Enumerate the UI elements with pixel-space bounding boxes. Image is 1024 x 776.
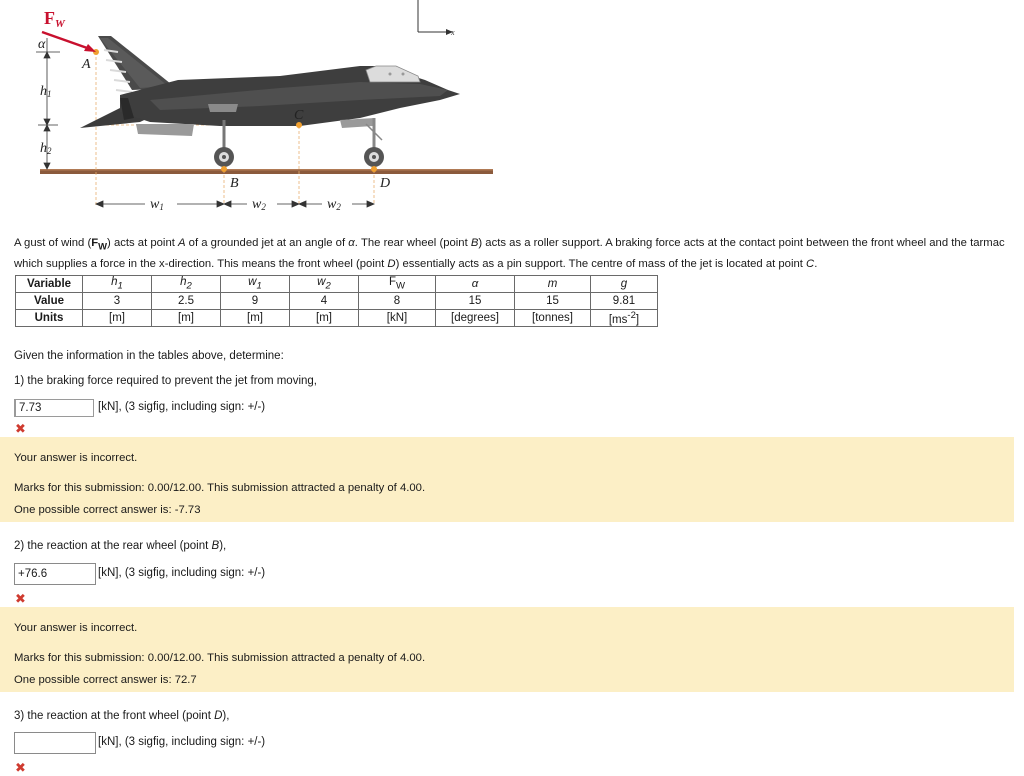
incorrect-icon: ✖ — [15, 421, 26, 436]
table-cell: [kN] — [359, 310, 436, 327]
question-3-unit: [kN], (3 sigfig, including sign: +/-) — [98, 736, 266, 748]
var-alpha: α — [436, 276, 515, 293]
point-d — [371, 166, 377, 172]
h2-label: h2 — [40, 141, 52, 156]
table-cell: 15 — [436, 293, 515, 310]
var-w1: $w_1$ — [221, 276, 290, 293]
row-label: Variable — [16, 276, 83, 293]
h1-label: h1 — [40, 84, 52, 99]
coordinate-axis — [418, 0, 455, 37]
table-cell: [m] — [152, 310, 221, 327]
table-cell: 8 — [359, 293, 436, 310]
w2-label-right: w2 — [327, 197, 341, 212]
problem-statement: A gust of wind $(F_W)$ acts at point A of a grounded jet at an angle of α. The rear wheel (point B) acts as a roller support. A braking force acts at the contact point between the front wheel and the tarmac which supplies a force in the x-direction. This means the front wheel (point D) essentially acts as a pin support. The centre of mass of the jet is located at point C. — [14, 237, 1005, 271]
force-label: FW — [44, 8, 65, 30]
table-row-variable — [16, 276, 658, 293]
question-1-unit: [kN], (3 sigfig, including sign: +/-) — [98, 401, 266, 413]
table-cell: $[ms^{-2}]$ — [591, 310, 658, 327]
point-c-label: C — [294, 108, 304, 123]
question-2-text: 2) the reaction at the rear wheel (point B), — [14, 540, 227, 552]
row-label: Value — [16, 293, 83, 310]
question-1-input[interactable] — [14, 399, 94, 417]
variables-table — [15, 275, 658, 327]
point-b-label: B — [230, 176, 239, 191]
feedback-correct-answer: One possible correct answer is: -7.73 — [14, 504, 201, 516]
question-2-unit: [kN], (3 sigfig, including sign: +/-) — [98, 567, 266, 579]
jet — [80, 36, 460, 167]
table-cell: [m] — [221, 310, 290, 327]
table-cell: 9.81 — [591, 293, 658, 310]
table-cell: 3 — [83, 293, 152, 310]
question-3-text: 3) the reaction at the front wheel (point D), — [14, 710, 230, 722]
feedback-status: Your answer is incorrect. — [14, 452, 138, 464]
table-cell: [tonnes] — [515, 310, 591, 327]
var-g: g — [591, 276, 658, 293]
feedback-marks: Marks for this submission: 0.00/12.00. This submission attracted a penalty of 4.00. — [14, 482, 426, 494]
incorrect-icon: ✖ — [15, 591, 26, 606]
table-row-value — [16, 293, 658, 310]
var-h1: $h_1$ — [83, 276, 152, 293]
table-row-units — [16, 310, 658, 327]
incorrect-icon: ✖ — [15, 760, 26, 775]
prompt-text: Given the information in the tables above, determine: — [14, 350, 284, 362]
table-cell: [m] — [83, 310, 152, 327]
question-2-input[interactable] — [14, 563, 96, 585]
feedback-marks: Marks for this submission: 0.00/12.00. This submission attracted a penalty of 4.00. — [14, 652, 426, 664]
table-cell: [degrees] — [436, 310, 515, 327]
point-d-label: D — [380, 176, 391, 191]
w1-label: w1 — [150, 197, 164, 212]
question-1-text: 1) the braking force required to prevent the jet from moving, — [14, 375, 317, 387]
feedback-correct-answer: One possible correct answer is: 72.7 — [14, 674, 197, 686]
x-axis-label: x — [451, 28, 455, 37]
jet-diagram — [0, 0, 520, 220]
question-1-feedback — [0, 437, 1014, 522]
question-3-input[interactable] — [14, 732, 96, 754]
var-m: m — [515, 276, 591, 293]
wind-force-arrow — [42, 32, 96, 52]
feedback-status: Your answer is incorrect. — [14, 622, 138, 634]
row-label: Units — [16, 310, 83, 327]
var-fw: $F_W$ — [359, 276, 436, 293]
alpha-label: α — [38, 37, 46, 52]
table-cell: 2.5 — [152, 293, 221, 310]
var-w2: $w_2$ — [290, 276, 359, 293]
table-cell: 9 — [221, 293, 290, 310]
var-h2: $h_2$ — [152, 276, 221, 293]
point-b — [221, 166, 227, 172]
table-cell: 4 — [290, 293, 359, 310]
point-a-label: A — [82, 57, 91, 72]
table-cell: 15 — [515, 293, 591, 310]
table-cell: [m] — [290, 310, 359, 327]
w2-label-left: w2 — [252, 197, 266, 212]
question-2-feedback — [0, 607, 1014, 692]
